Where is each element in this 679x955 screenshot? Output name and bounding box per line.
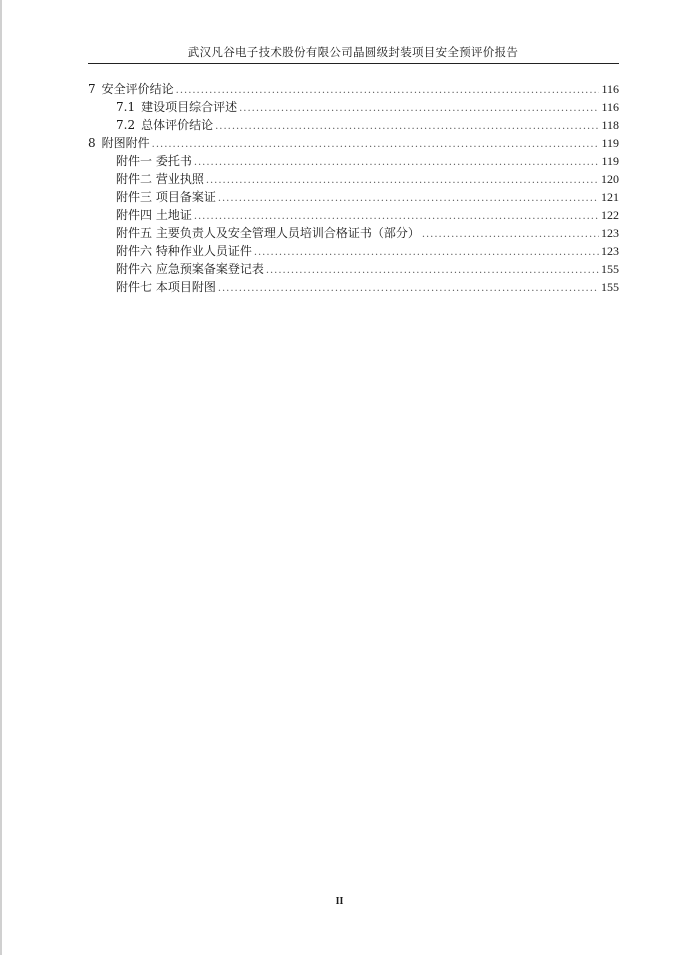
toc-entry[interactable]	[88, 260, 619, 278]
toc-entry-title: 附件五 主要负责人及安全管理人员培训合格证书（部分）	[116, 226, 420, 240]
toc-entry[interactable]	[88, 116, 619, 134]
toc-entry-page: 123	[601, 244, 619, 258]
toc-entry[interactable]	[88, 242, 619, 260]
toc-entry-number: 8	[88, 136, 96, 150]
toc-entry-title: 附图附件	[101, 136, 150, 150]
toc-dot-leader	[152, 136, 600, 154]
table-of-contents	[88, 80, 619, 296]
toc-entry-title: 附件二 营业执照	[116, 172, 204, 186]
page-left-edge	[0, 0, 2, 955]
running-header-title: 武汉凡谷电子技术股份有限公司晶圆级封装项目安全预评价报告	[187, 45, 519, 59]
toc-dot-leader	[218, 190, 599, 208]
toc-entry-page: 155	[601, 262, 619, 276]
toc-entry[interactable]	[88, 170, 619, 188]
toc-entry-number: 7.1	[116, 100, 136, 114]
toc-dot-leader	[422, 226, 599, 244]
toc-dot-leader	[239, 100, 599, 118]
toc-entry[interactable]	[88, 206, 619, 224]
toc-entry-title: 附件六 应急预案备案登记表	[116, 262, 264, 276]
toc-entry-page: 123	[601, 226, 619, 240]
toc-entry[interactable]	[88, 152, 619, 170]
toc-entry-title: 总体评价结论	[141, 118, 214, 132]
toc-entry-page: 122	[601, 208, 619, 222]
toc-dot-leader	[254, 244, 599, 262]
toc-entry-title: 附件七 本项目附图	[116, 280, 216, 294]
toc-entry[interactable]	[88, 278, 619, 296]
toc-entry[interactable]	[88, 134, 619, 152]
toc-entry-page: 119	[601, 154, 619, 168]
toc-entry-title: 附件三 项目备案证	[116, 190, 216, 204]
toc-entry-page: 155	[601, 280, 619, 294]
toc-entry[interactable]	[88, 188, 619, 206]
toc-entry-title: 建设项目综合评述	[141, 100, 238, 114]
toc-entry-title: 附件一 委托书	[116, 154, 192, 168]
toc-dot-leader	[194, 154, 600, 172]
toc-dot-leader	[215, 118, 599, 136]
page-number: II	[335, 896, 344, 907]
toc-entry-page: 118	[601, 118, 619, 132]
toc-entry-title: 附件六 特种作业人员证件	[116, 244, 252, 258]
toc-entry-page: 121	[601, 190, 619, 204]
toc-entry-number: 7	[88, 82, 96, 96]
toc-entry-number: 7.2	[116, 118, 136, 132]
toc-entry-title: 安全评价结论	[101, 82, 174, 96]
toc-entry-page: 120	[601, 172, 619, 186]
toc-entry-page: 116	[601, 82, 619, 96]
toc-dot-leader	[206, 172, 599, 190]
toc-entry[interactable]	[88, 80, 619, 98]
toc-dot-leader	[176, 82, 600, 100]
toc-entry[interactable]	[88, 224, 619, 242]
toc-entry-page: 119	[601, 136, 619, 150]
toc-dot-leader	[218, 280, 599, 298]
toc-entry-page: 116	[601, 100, 619, 114]
toc-entry-title: 附件四 土地证	[116, 208, 192, 222]
toc-entry[interactable]	[88, 98, 619, 116]
toc-dot-leader	[266, 262, 599, 280]
header-rule	[88, 63, 619, 64]
